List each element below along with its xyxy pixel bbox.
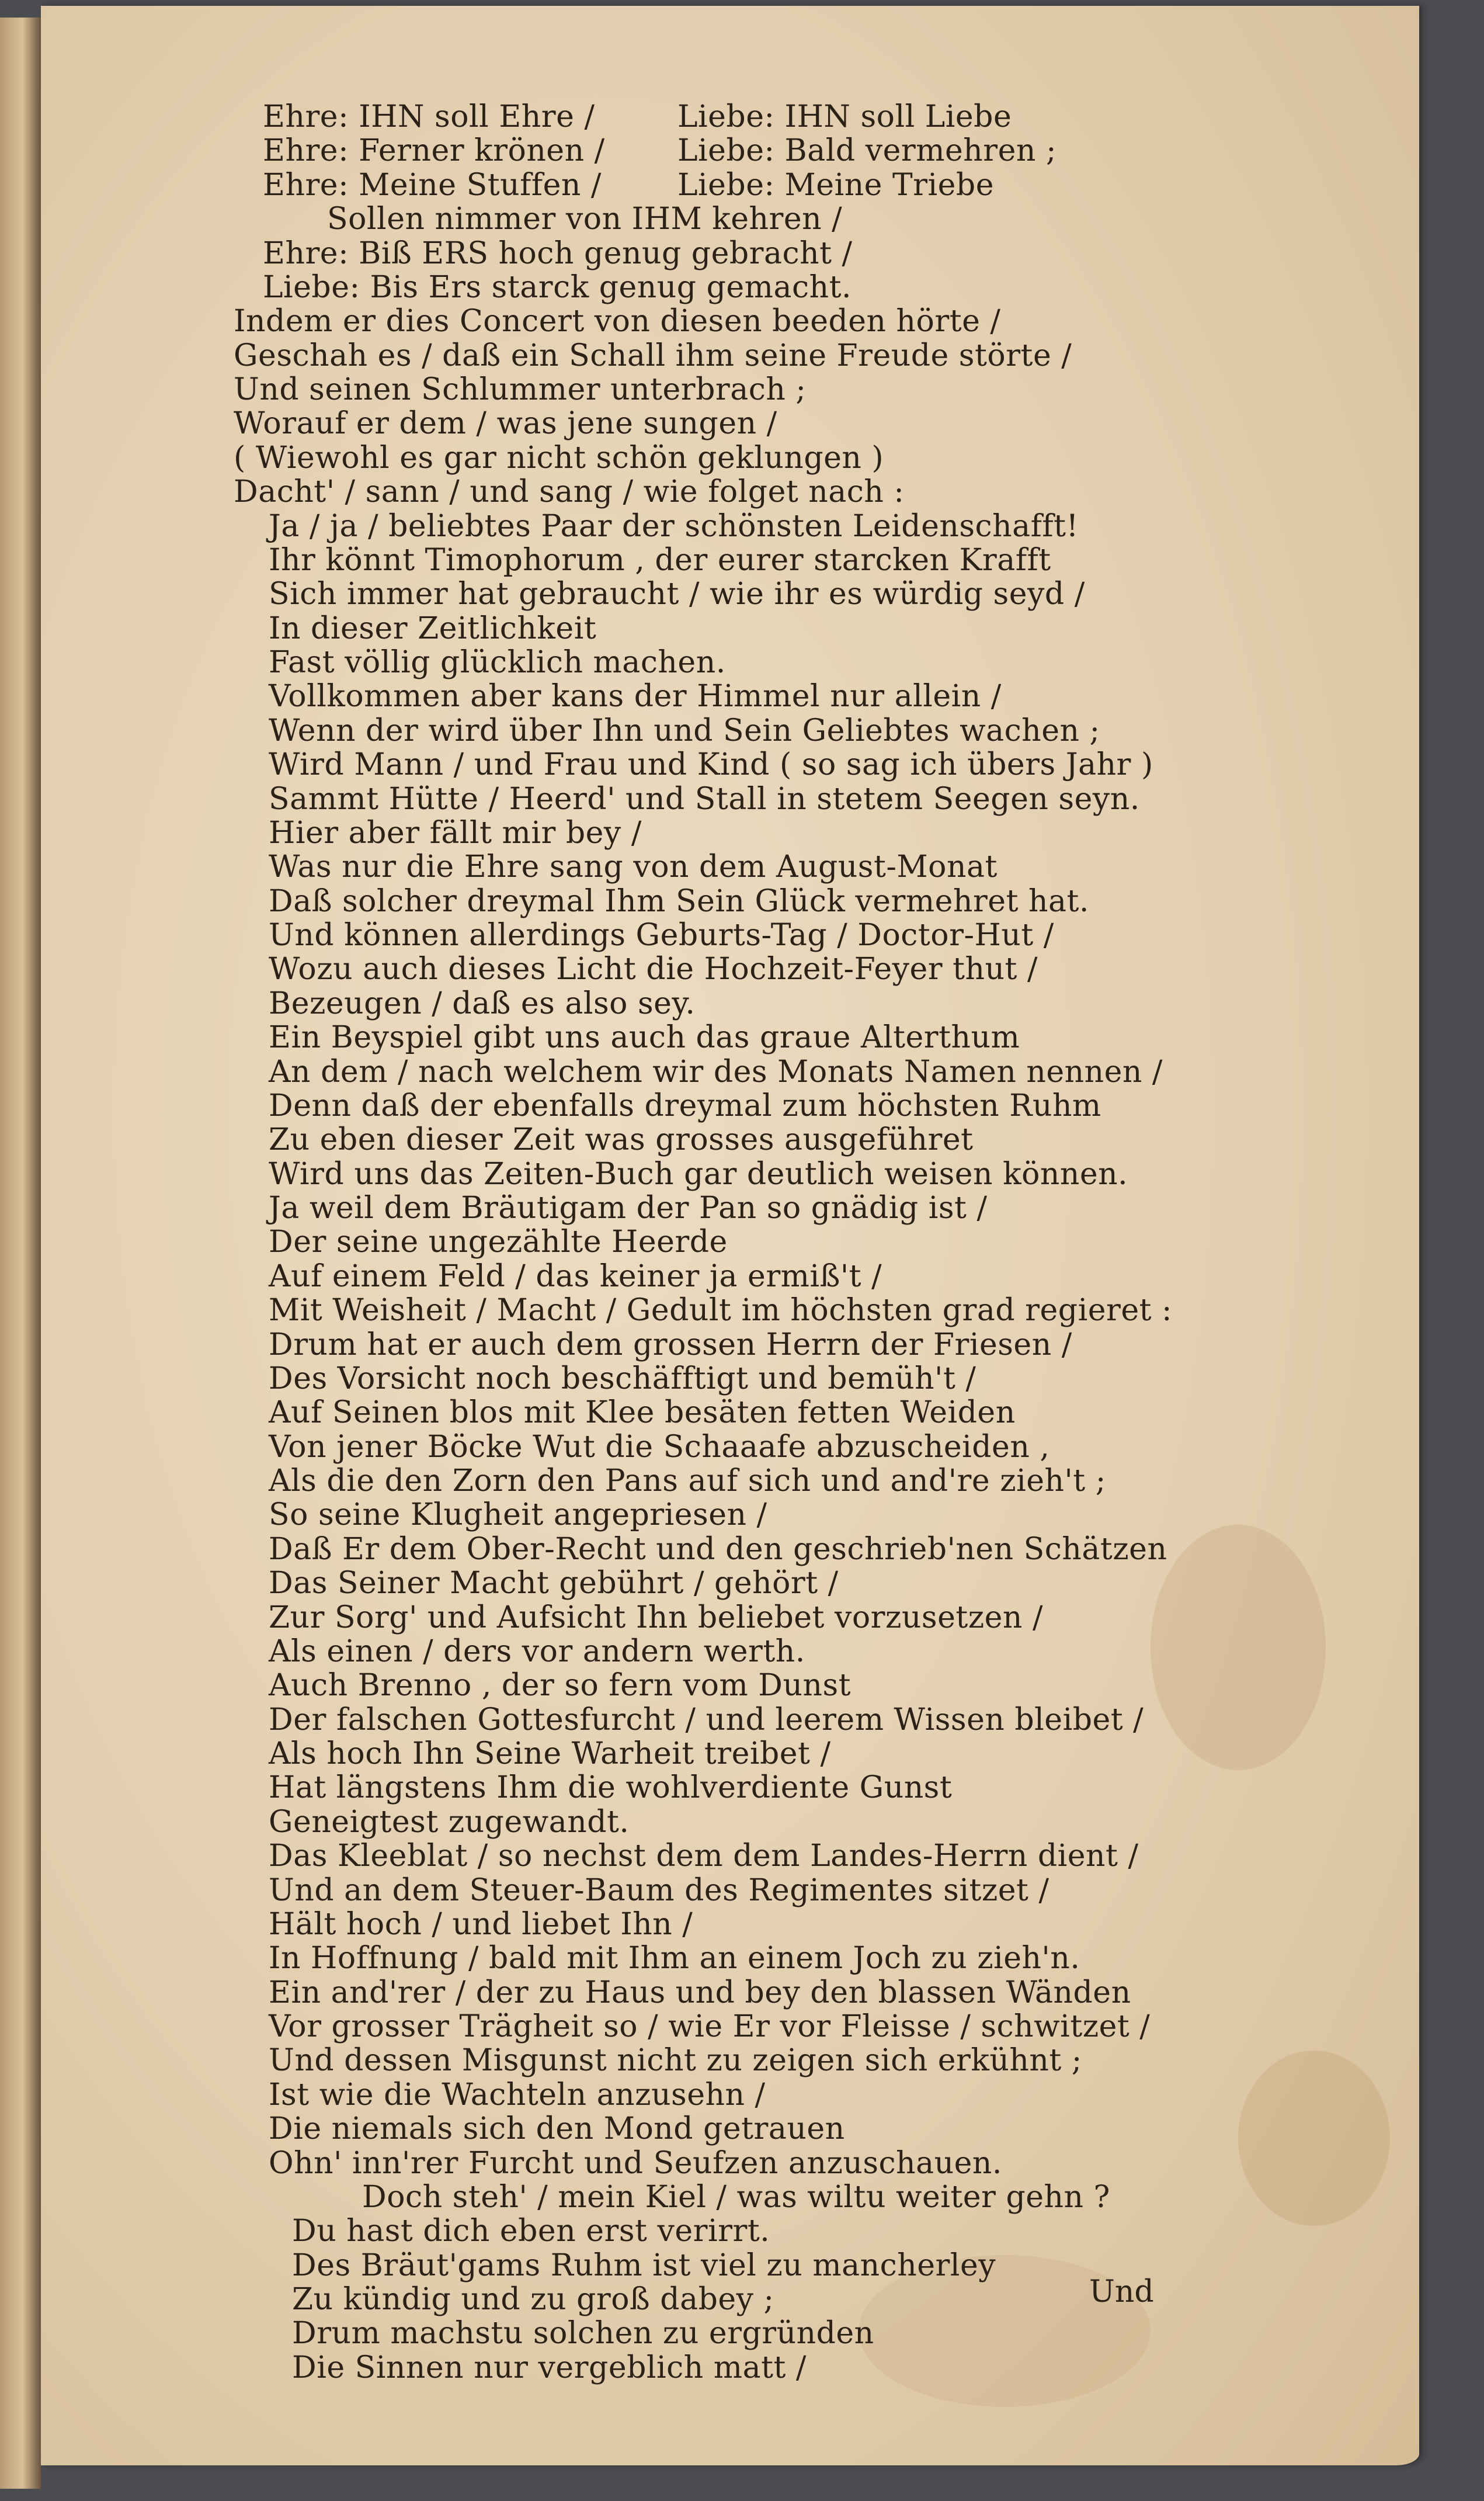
text-line: Die niemals sich den Mond getrauen bbox=[269, 2111, 845, 2146]
text-line: Ehre: Ferner krönen / bbox=[263, 133, 605, 168]
text-line: Und können allerdings Geburts-Tag / Doctor-Hut / bbox=[269, 918, 1054, 953]
text-line: Drum machstu solchen zu ergründen bbox=[292, 2316, 874, 2351]
text-line: Zu eben dieser Zeit was grosses ausgeführet bbox=[269, 1122, 974, 1157]
paper-stain bbox=[1151, 1525, 1326, 1770]
text-line: Auf Seinen blos mit Klee besäten fetten Weiden bbox=[269, 1395, 1016, 1430]
text-line: Als hoch Ihn Seine Warheit treibet / bbox=[269, 1736, 831, 1771]
text-line: So seine Klugheit angepriesen / bbox=[269, 1497, 767, 1532]
paper-stain bbox=[1238, 2051, 1390, 2226]
text-line: Zu kündig und zu groß dabey ; bbox=[292, 2282, 774, 2317]
text-line: In dieser Zeitlichkeit bbox=[269, 611, 597, 646]
text-line: Wird uns das Zeiten-Buch gar deutlich weisen können. bbox=[269, 1157, 1128, 1192]
text-line: Ohn' inn'rer Furcht und Seufzen anzuschauen. bbox=[269, 2146, 1002, 2181]
text-line: Wenn der wird über Ihn und Sein Geliebtes wachen ; bbox=[269, 713, 1100, 748]
text-line: Denn daß der ebenfalls dreymal zum höchsten Ruhm bbox=[269, 1088, 1101, 1123]
text-line: Wird Mann / und Frau und Kind ( so sag ich übers Jahr ) bbox=[269, 747, 1153, 782]
text-line: Sollen nimmer von IHM kehren / bbox=[327, 202, 843, 237]
text-line: Ist wie die Wachteln anzusehn / bbox=[269, 2077, 766, 2113]
text-line: Liebe: Bald vermehren ; bbox=[677, 133, 1056, 168]
text-line: Und an dem Steuer-Baum des Regimentes sitzet / bbox=[269, 1873, 1049, 1908]
text-line: Vor grosser Trägheit so / wie Er vor Fleisse / schwitzet / bbox=[269, 2009, 1151, 2044]
text-line: Was nur die Ehre sang von dem August-Monat bbox=[269, 849, 998, 884]
text-line: Und seinen Schlummer unterbrach ; bbox=[234, 372, 807, 407]
text-line: Sammt Hütte / Heerd' und Stall in stetem Seegen seyn. bbox=[269, 782, 1140, 817]
text-line: Ehre: Biß ERS hoch genug gebracht / bbox=[263, 236, 853, 271]
text-line: Daß Er dem Ober-Recht und den geschrieb'nen Schätzen bbox=[269, 1532, 1167, 1567]
text-line: Auf einem Feld / das keiner ja ermiß't / bbox=[269, 1259, 882, 1294]
text-line: Daß solcher dreymal Ihm Sein Glück vermehret hat. bbox=[269, 884, 1089, 919]
text-line: An dem / nach welchem wir des Monats Namen nennen / bbox=[269, 1054, 1163, 1090]
text-line: In Hoffnung / bald mit Ihm an einem Joch zu zieh'n. bbox=[269, 1941, 1080, 1976]
text-line: Der seine ungezählte Heerde bbox=[269, 1225, 728, 1260]
text-line: Bezeugen / daß es also sey. bbox=[269, 986, 696, 1021]
text-line: Geschah es / daß ein Schall ihm seine Freude störte / bbox=[234, 338, 1072, 373]
text-line: Von jener Böcke Wut die Schaaafe abzuscheiden , bbox=[269, 1430, 1050, 1465]
text-line: Geneigtest zugewandt. bbox=[269, 1805, 630, 1840]
text-line: Hält hoch / und liebet Ihn / bbox=[269, 1907, 693, 1942]
text-line: Das Seiner Macht gebührt / gehört / bbox=[269, 1566, 839, 1601]
text-line: Fast völlig glücklich machen. bbox=[269, 645, 726, 680]
text-line: Ein and'rer / der zu Haus und bey den blassen Wänden bbox=[269, 1975, 1131, 2010]
text-line: Des Bräut'gams Ruhm ist viel zu mancherley bbox=[292, 2248, 996, 2283]
text-line: Liebe: Bis Ers starck genug gemacht. bbox=[263, 270, 852, 305]
text-line: Ein Beyspiel gibt uns auch das graue Alterthum bbox=[269, 1020, 1020, 1055]
text-line: Indem er dies Concert von diesen beeden hörte / bbox=[234, 304, 1001, 339]
text-line: Ja weil dem Bräutigam der Pan so gnädig ist / bbox=[269, 1191, 988, 1226]
text-line: Ehre: Meine Stuffen / bbox=[263, 168, 602, 203]
text-line: Drum hat er auch dem grossen Herrn der Friesen / bbox=[269, 1327, 1072, 1362]
text-line: Dacht' / sann / und sang / wie folget nach : bbox=[234, 474, 905, 509]
text-line: ( Wiewohl es gar nicht schön geklungen ) bbox=[234, 440, 884, 476]
text-line: Als die den Zorn den Pans auf sich und and're zieh't ; bbox=[269, 1463, 1106, 1498]
text-line: Liebe: Meine Triebe bbox=[677, 168, 994, 203]
catchword: Und bbox=[1089, 2274, 1154, 2309]
text-line: Der falschen Gottesfurcht / und leerem Wissen bleibet / bbox=[269, 1702, 1144, 1737]
text-line: Liebe: IHN soll Liebe bbox=[677, 99, 1012, 134]
text-line: Doch steh' / mein Kiel / was wiltu weiter gehn ? bbox=[362, 2180, 1110, 2215]
text-line: Ehre: IHN soll Ehre / bbox=[263, 99, 595, 134]
text-line: Zur Sorg' und Aufsicht Ihn beliebet vorzusetzen / bbox=[269, 1600, 1043, 1635]
text-line: Die Sinnen nur vergeblich matt / bbox=[292, 2350, 807, 2385]
text-line: Worauf er dem / was jene sungen / bbox=[234, 406, 777, 441]
text-line: Vollkommen aber kans der Himmel nur allein / bbox=[269, 679, 1002, 714]
text-line: Ja / ja / beliebtes Paar der schönsten Leidenschafft! bbox=[269, 509, 1079, 544]
text-line: Wozu auch dieses Licht die Hochzeit-Feyer thut / bbox=[269, 952, 1038, 987]
text-line: Hier aber fällt mir bey / bbox=[269, 816, 642, 851]
facing-page-edge bbox=[0, 18, 41, 2489]
text-line: Du hast dich eben erst verirrt. bbox=[292, 2214, 770, 2249]
text-line: Sich immer hat gebraucht / wie ihr es würdig seyd / bbox=[269, 577, 1085, 612]
text-line: Das Kleeblat / so nechst dem dem Landes-Herrn dient / bbox=[269, 1839, 1139, 1874]
text-line: Als einen / ders vor andern werth. bbox=[269, 1634, 805, 1669]
text-line: Ihr könnt Timophorum , der eurer starcken Krafft bbox=[269, 543, 1051, 578]
text-line: Auch Brenno , der so fern vom Dunst bbox=[269, 1668, 852, 1703]
text-line: Hat längstens Ihm die wohlverdiente Gunst bbox=[269, 1770, 953, 1805]
text-line: Des Vorsicht noch beschäfftigt und bemüh't / bbox=[269, 1361, 976, 1396]
text-line: Und dessen Misgunst nicht zu zeigen sich erkühnt ; bbox=[269, 2043, 1082, 2078]
text-line: Mit Weisheit / Macht / Gedult im höchsten grad regieret : bbox=[269, 1293, 1173, 1328]
